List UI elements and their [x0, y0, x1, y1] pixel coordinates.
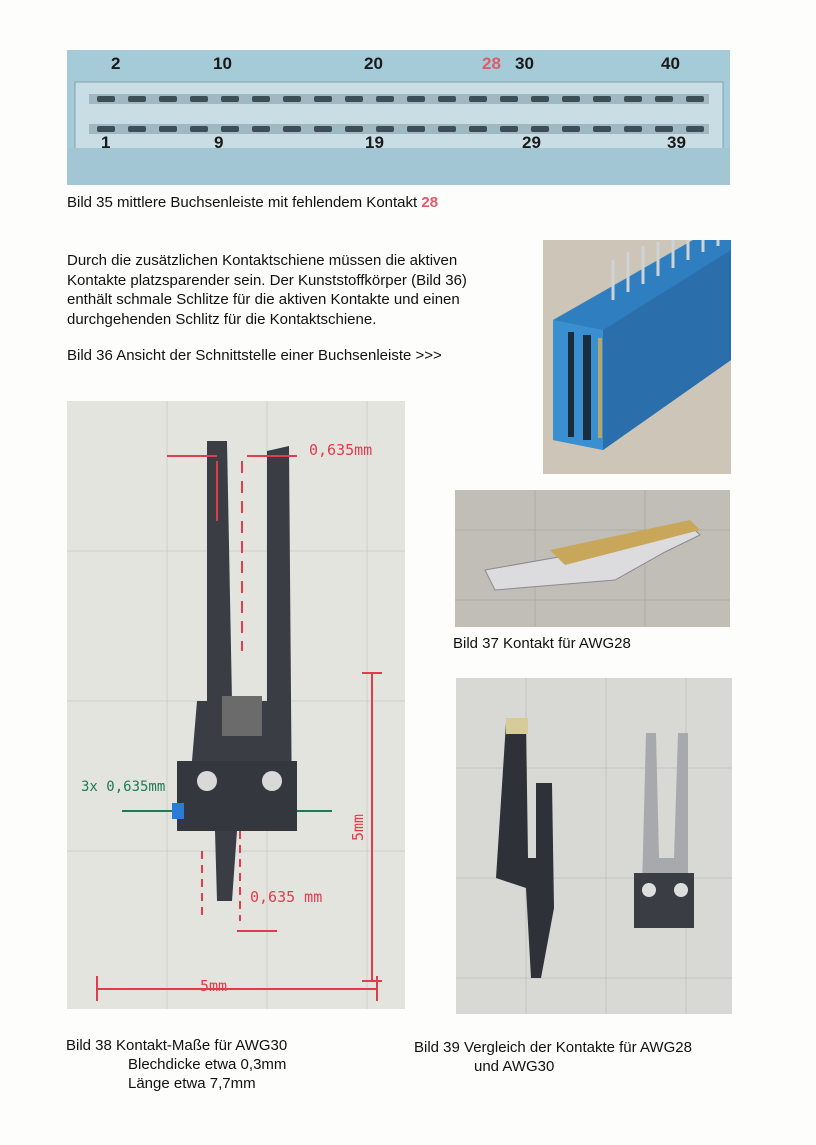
dim-slots: 3x 0,635mm — [81, 779, 166, 795]
paragraph-line: enthält schmale Schlitze für die aktiven Kontakte und einen — [67, 291, 460, 308]
pin-slot — [314, 126, 332, 132]
pin-slot — [283, 96, 301, 102]
pin-slot — [190, 126, 208, 132]
connector-photo — [67, 50, 730, 185]
pin-label-40: 40 — [661, 54, 680, 73]
pin-label-29: 29 — [522, 133, 541, 152]
paragraph-line: Kontakte platzsparender sein. Der Kunststoffkörper (Bild 36) — [67, 271, 467, 289]
caption-bild-37: Bild 37 Kontakt für AWG28 — [453, 635, 631, 652]
pin-label-30: 30 — [515, 54, 534, 73]
pin-slot — [314, 96, 332, 102]
body-paragraph — [67, 251, 467, 329]
pin-slot — [376, 126, 394, 132]
pin-label-20: 20 — [364, 54, 383, 73]
dim-height: 5mm — [349, 813, 367, 841]
pin-slot — [190, 96, 208, 102]
pin-label-9: 9 — [214, 133, 224, 152]
connector-cross-section-photo — [543, 240, 731, 474]
pin-label-28: 28 — [482, 54, 501, 73]
caption-bild-35-text: Bild 35 mittlere Buchsenleiste mit fehlendem Kontakt — [67, 194, 418, 211]
caption-bild-39-line1: Bild 39 Vergleich der Kontakte für AWG28 — [414, 1039, 692, 1056]
pin-slot — [562, 126, 580, 132]
pin-label-19: 19 — [365, 133, 384, 152]
pin-slot — [407, 96, 425, 102]
pin-slot — [593, 96, 611, 102]
caption-bild-38-line1: Bild 38 Kontakt-Maße für AWG30 — [66, 1037, 288, 1054]
pin-slot — [221, 126, 239, 132]
pin-slot — [128, 126, 146, 132]
paragraph-line: Durch die zusätzlichen Kontaktschiene müssen die aktiven — [67, 252, 458, 269]
pin-slot — [500, 96, 518, 102]
pin-slot — [624, 126, 642, 132]
pin-slot — [655, 96, 673, 102]
paragraph-line: durchgehenden Schlitz für die Kontaktschiene. — [67, 310, 377, 328]
caption-bild-38-line3: Länge etwa 7,7mm — [128, 1075, 256, 1092]
pin-label-10: 10 — [213, 54, 232, 73]
contact-comparison-photo — [456, 678, 732, 1014]
pin-label-1: 1 — [101, 133, 111, 152]
pin-slot — [686, 96, 704, 102]
dim-top-width: 0,635mm — [309, 441, 373, 459]
pin-slot — [97, 96, 115, 102]
caption-bild-38 — [66, 1036, 287, 1093]
caption-bild-36: Bild 36 Ansicht der Schnittstelle einer Buchsenleiste >>> — [67, 347, 442, 364]
caption-bild-35 — [67, 193, 438, 212]
pin-slot — [531, 96, 549, 102]
dim-bottom-width: 5mm — [200, 977, 228, 995]
pin-slot — [252, 96, 270, 102]
caption-bild-39 — [414, 1038, 692, 1076]
pin-slot — [97, 126, 115, 132]
pin-slot — [159, 126, 177, 132]
caption-bild-38-line2: Blechdicke etwa 0,3mm — [128, 1056, 287, 1073]
pin-slot — [252, 126, 270, 132]
pin-slot — [469, 96, 487, 102]
pin-slot — [345, 96, 363, 102]
pin-slot — [407, 126, 425, 132]
pin-slot — [221, 96, 239, 102]
caption-bild-35-highlight: 28 — [421, 194, 439, 211]
pin-slot — [438, 126, 456, 132]
pin-slot — [469, 126, 487, 132]
pin-slot — [531, 126, 549, 132]
contact-dimensions-photo — [67, 401, 405, 1009]
pin-slot — [624, 96, 642, 102]
pin-slot — [376, 96, 394, 102]
pin-label-39: 39 — [667, 133, 686, 152]
pin-slot — [159, 96, 177, 102]
pin-slot — [283, 126, 301, 132]
pin-slot — [655, 126, 673, 132]
pin-slot — [686, 126, 704, 132]
pin-slot — [593, 126, 611, 132]
pin-slot — [345, 126, 363, 132]
pin-slot — [500, 126, 518, 132]
caption-bild-39-line2: und AWG30 — [474, 1058, 555, 1075]
pin-slot — [128, 96, 146, 102]
pin-slot — [562, 96, 580, 102]
dim-bottom-gap: 0,635 mm — [250, 888, 323, 906]
pin-slot — [438, 96, 456, 102]
pin-label-2: 2 — [111, 54, 121, 73]
contact-awg28-photo — [455, 490, 730, 627]
